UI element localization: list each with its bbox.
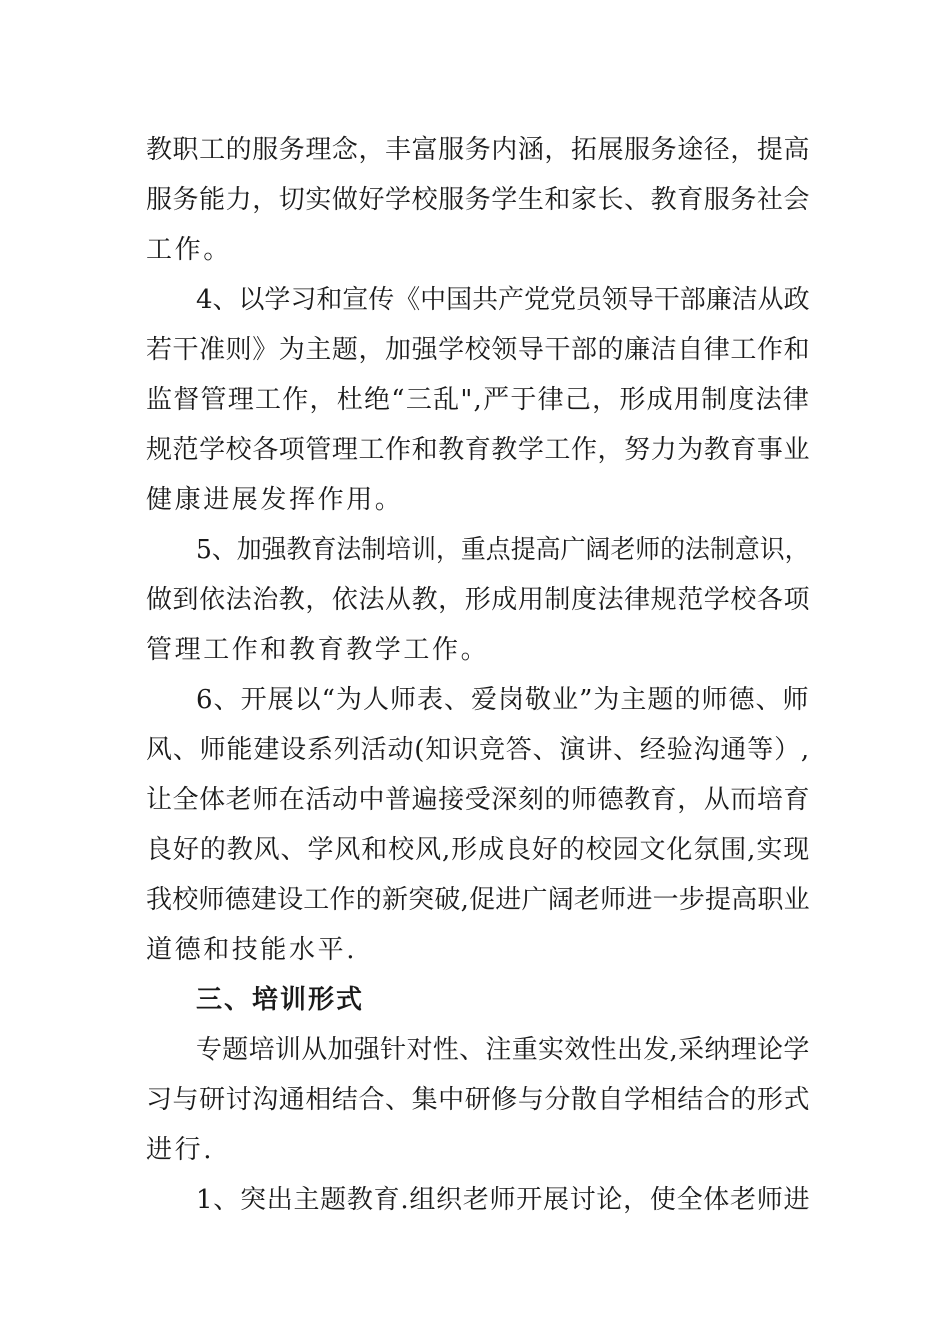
paragraph-line: 5、加强教育法制培训，重点提高广阔老师的法制意识， <box>196 535 810 565</box>
paragraph-line: 良好的教风、学风和校风,形成良好的校园文化氛围,实现 <box>146 835 811 865</box>
paragraph-line: 道德和技能水平. <box>146 935 358 965</box>
paragraph-line: 进行. <box>146 1135 215 1165</box>
paragraph-line: 若干准则》为主题，加强学校领导干部的廉洁自律工作和 <box>146 335 811 365</box>
paragraph-line: 4、以学习和宣传《中国共产党党员领导干部廉洁从政 <box>196 285 810 315</box>
paragraph-line: 专题培训从加强针对性、注重实效性出发,采纳理论学 <box>196 1035 810 1065</box>
paragraph-line: 管理工作和教育教学工作。 <box>146 635 490 665</box>
paragraph-line: 教职工的服务理念，丰富服务内涵，拓展服务途径，提高 <box>146 135 811 165</box>
paragraph-line: 健康进展发挥作用。 <box>146 485 404 515</box>
paragraph-line: 6、开展以“为人师表、爱岗敬业”为主题的师德、师 <box>196 685 810 715</box>
paragraph-line: 风、师能建设系列活动(知识竞答、演讲、经验沟通等）, <box>146 735 811 765</box>
paragraph-line: 规范学校各项管理工作和教育教学工作，努力为教育事业 <box>146 435 811 465</box>
paragraph-line: 我校师德建设工作的新突破,促进广阔老师进一步提高职业 <box>146 885 810 915</box>
paragraph-line: 让全体老师在活动中普遍接受深刻的师德教育，从而培育 <box>146 785 811 815</box>
section-heading: 三、培训形式 <box>196 985 365 1015</box>
paragraph-line: 习与研讨沟通相结合、集中研修与分散自学相结合的形式 <box>146 1085 811 1115</box>
paragraph-line: 服务能力，切实做好学校服务学生和家长、教育服务社会 <box>146 185 811 215</box>
paragraph-line: 1、突出主题教育.组织老师开展讨论，使全体老师进 <box>196 1185 811 1215</box>
paragraph-line: 监督管理工作，杜绝“三乱",严于律己，形成用制度法律 <box>146 385 811 415</box>
paragraph-line: 工作。 <box>146 235 232 265</box>
paragraph-line: 做到依法治教，依法从教，形成用制度法律规范学校各项 <box>146 585 811 615</box>
